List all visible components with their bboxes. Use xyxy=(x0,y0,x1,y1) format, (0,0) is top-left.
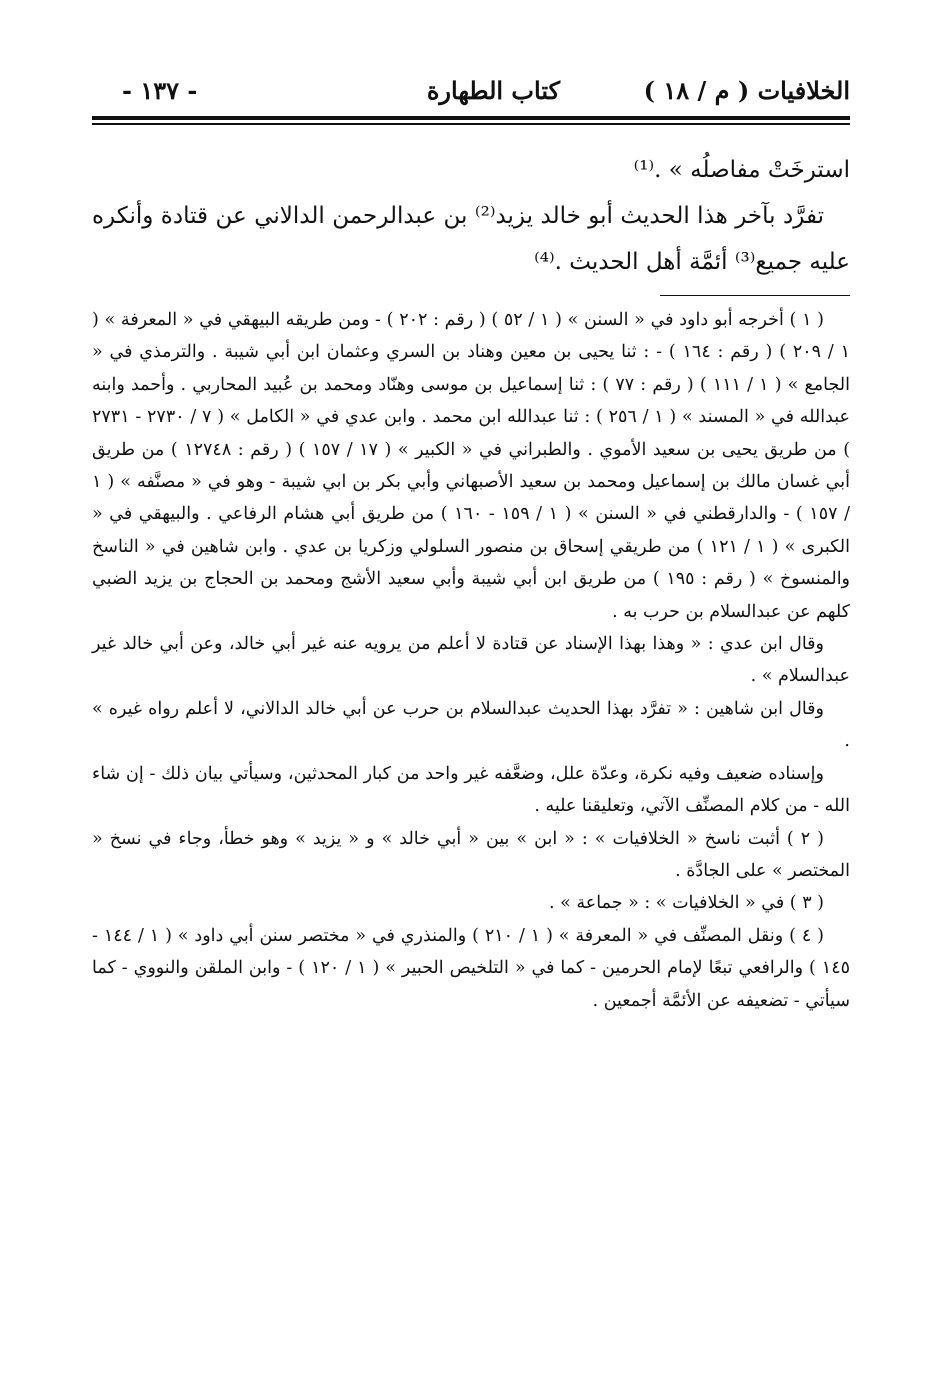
main-paragraph-2: تفرَّد بآخر هذا الحديث أبو خالد يزيد⁽²⁾ بن عبدالرحمن الدالاني عن قتادة وأنكره عليه جميع⁽³⁾ أئمَّة أهل الحديث .⁽⁴⁾ xyxy=(92,202,850,275)
book-section-title: الخلافيات ( م / ١٨ ) xyxy=(643,76,850,105)
running-header xyxy=(92,70,850,114)
header-rule-thick xyxy=(92,116,850,120)
chapter-title: كتاب الطهارة xyxy=(426,76,560,105)
footnote-4: ( ٤ ) ونقل المصنِّف في « المعرفة » ( ١ / ٢١٠ ) والمنذري في « مختصر سنن أبي داود » ( ١ / ١٤٤ - ١٤٥ ) والرافعي تبعًا لإمام الحرمين - كما في « التلخيص الحبير » ( ١ / ١٢٠ ) - وابن الملقن والنووي - كما سيأتي - تضعيفه عن الأئمَّة أجمعين . xyxy=(92,925,850,1011)
footnote-1: ( ١ ) أخرجه أبو داود في « السنن » ( ١ / ٥٢ ) ( رقم : ٢٠٢ ) - ومن طريقه البيهقي في « المعرفة » ( ١ / ٢٠٩ ) ( رقم : ١٦٤ ) - : ثنا يحيى بن معين وهناد بن السري وعثمان ابن أبي شيبة . والترمذي في « الجامع » ( ١ / ١١١ ) ( رقم : ٧٧ ) : ثنا إسماعيل بن موسى وهنّاد ومحمد بن عُبيد المحاربي . وأحمد وابنه عبدالله في « المسند » ( ١ / ٢٥٦ ) : ثنا عبدالله ابن محمد . وابن عدي في « الكامل » ( ٧ / ٢٧٣٠ - ٢٧٣١ ) من طريق يحيى بن سعيد الأموي . والطبراني في « الكبير » ( ١٧ / ١٥٧ ) ( رقم : ١٢٧٤٨ ) من طريق أبي غسان مالك بن إسماعيل ومحمد بن سعيد الأصبهاني وأبي بكر بن ابي شيبة - وهو في « مصنَّفه » ( ١ / ١٥٧ ) - والدارقطني في « السنن » ( ١ / ١٥٩ - ١٦٠ ) من طريق أبي هشام الرفاعي . والبيهقي في « الكبرى » ( ١ / ١٢١ ) من طريقي إسحاق بن منصور السلولي وزكريا بن عدي . وابن شاهين في « الناسخ والمنسوخ » ( رقم : ١٩٥ ) من طريق ابن أبي شيبة وأبي سعيد الأشج ومحمد بن الحجاج بن يزيد الضبي كلهم عن عبدالسلام بن حرب به . xyxy=(92,310,851,622)
footnote-2: ( ٢ ) أثبت ناسخ « الخلافيات » : « ابن » بين « أبي خالد » و « يزيد » وهو خطأ، وجاء في نسخ « المختصر » على الجادَّة . xyxy=(92,828,850,881)
footnote-1-grading: وإسناده ضعيف وفيه نكرة، وعدّة علل، وضعَّفه غير واحد من كبار المحدثين، وسيأتي بيان ذلك - إن شاء الله - من كلام المصنِّف الآتي، وتعليقنا عليه . xyxy=(92,763,850,817)
main-text xyxy=(92,147,850,285)
footnote-3: ( ٣ ) في « الخلافيات » : « جماعة » . xyxy=(549,893,824,914)
book-page xyxy=(92,70,850,1017)
footnote-separator xyxy=(660,295,850,297)
footnotes xyxy=(92,304,850,1017)
footnote-1-ibn-adi: وقال ابن عدي : « وهذا بهذا الإسناد عن قتادة لا أعلم من يرويه عنه غير أبي خالد، وعن أبي خالد غير عبدالسلام » . xyxy=(92,634,850,687)
main-paragraph-1: استرخَتْ مفاصلُه » .⁽¹⁾ xyxy=(633,156,850,183)
header-rule-thin xyxy=(92,123,850,125)
page-number: - ١٣٧ - xyxy=(122,76,198,105)
footnote-1-ibn-shahin: وقال ابن شاهين : « تفرَّد بهذا الحديث عبدالسلام بن حرب عن أبي خالد الدالاني، لا أعلم رواه غيره » . xyxy=(92,698,850,752)
